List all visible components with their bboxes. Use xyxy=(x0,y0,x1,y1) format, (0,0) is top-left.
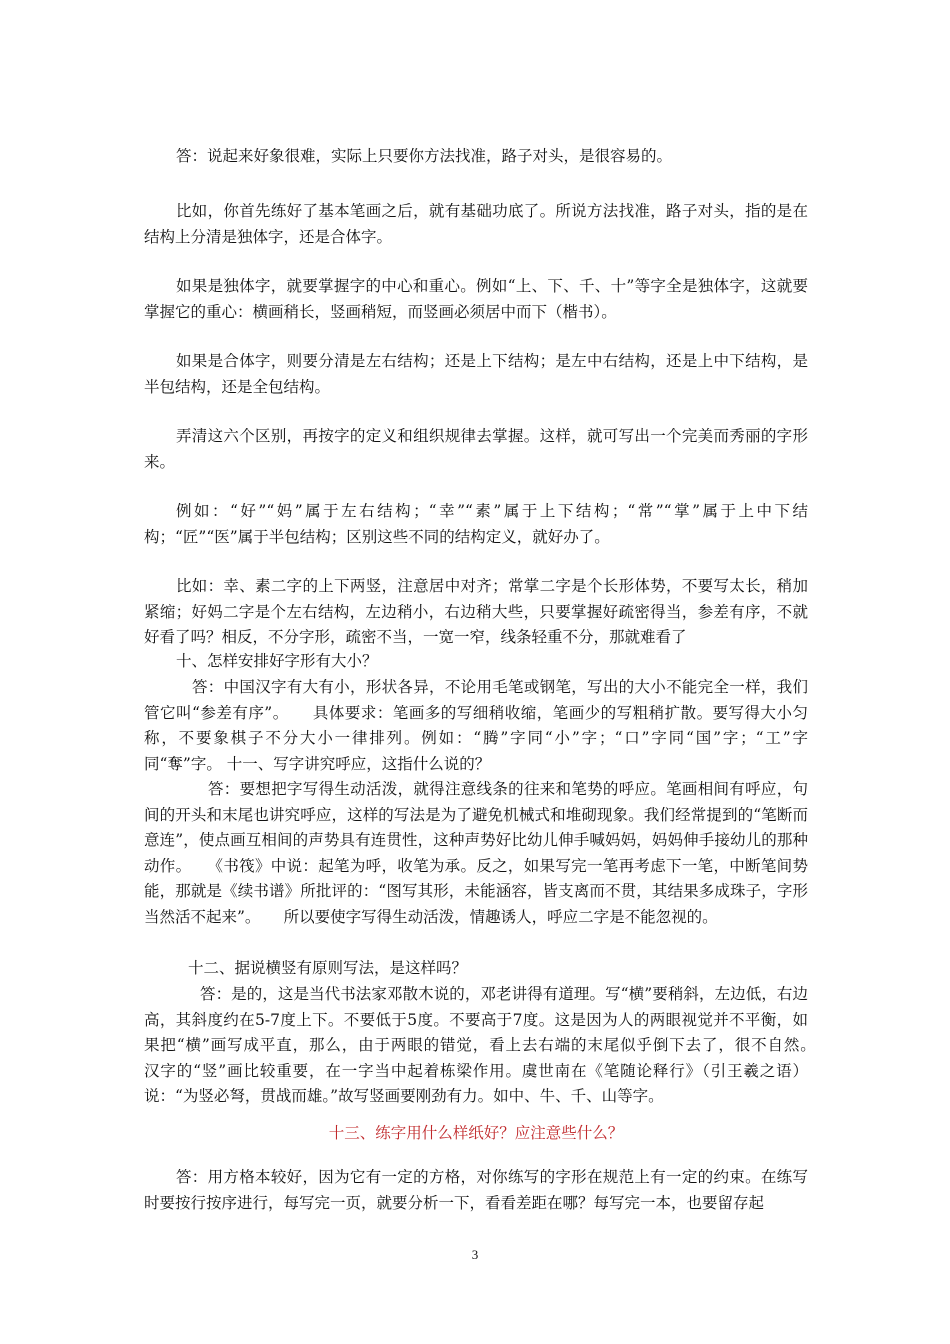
paragraph-structure-examples: 例如：“好”“妈”属于左右结构；“幸”“素”属于上下结构；“常”“掌”属于上中下结构；“匠”“医”属于半包结构；区别这些不同的结构定义，就好办了。 xyxy=(144,502,808,546)
heading-thirteen: 十三、练字用什么样纸好？应注意些什么？ xyxy=(328,1124,624,1142)
paragraph-compound-character: 如果是合体字，则要分清是左右结构；还是上下结构；是左中右结构，还是上中下结构，是半包结构，还是全包结构。 xyxy=(144,352,808,396)
page-number: 3 xyxy=(471,1247,479,1262)
answer-twelve: 答：是的，这是当代书法家邓散木说的，邓老讲得有道理。写“横”要稍斜，左边低，右边高，其斜度约在5-7度上下。不要低于5度。不要高于7度。这是因为人的两眼视觉并不平衡，如果把“横”画写成平直，那么，由于两眼的错觉，看上去右端的末尾似乎倒下去了，很不自然。 汉字的“竖”画比较重要，在一字当中起着栋梁作用。虞世南在《笔随论释行》（引王羲之语）说：“为竖必弩，贯战而雄。”故写竖画要刚劲有力。如中、牛、千、山等字。 xyxy=(144,985,840,1105)
answer-eleven: 答：要想把字写得生动活泼，就得注意线条的往来和笔势的呼应。笔画相间有呼应，句间的开头和末尾也讲究呼应，这样的写法是为了避免机械式和堆砌现象。我们经常提到的“笔断而意连”，使点画互相间的声势具有连贯性，这种声势好比幼儿伸手喊妈妈，妈妈伸手接幼儿的那种动作。 《书筏》中说：起笔为呼，收笔为承。反之，如果写完一笔再考虑下一笔，中断笔间势能，那就是《续书谱》所批评的：“图写其形，未能涵容，皆支离而不贯，其结果多成珠子，字形当然活不起来”。 所以要使字写得生动活泼，情趣诱人，呼应二字是不能忽视的。 xyxy=(144,780,808,926)
paragraph-grid-paper: 答：用方格本较好，因为它有一定的方格，对你练写的字形在规范上有一定的约束。在练写时要按行按序进行，每写完一页，就要分析一下，看看差距在哪？每写完一本，也要留存起 xyxy=(144,1168,808,1212)
paragraph-six-distinctions: 弄清这六个区别，再按字的定义和组织规律去掌握。这样，就可写出一个完美而秀丽的字形来。 xyxy=(144,427,808,471)
paragraph-layout-advice: 比如：幸、素二字的上下两竖，注意居中对齐；常掌二字是个长形体势，不要写太长，稍加紧缩；好妈二字是个左右结构，左边稍小，右边稍大些，只要掌握好疏密得当，参差有序，不就好看了吗？相反，不分字形，疏密不当，一宽一窄，线条轻重不分，那就难看了 xyxy=(144,577,808,646)
question-twelve: 十二、据说横竖有原则写法，是这样吗？ xyxy=(188,959,468,977)
answer-ten: 答：中国汉字有大有小，形状各异，不论用毛笔或钢笔，写出的大小不能完全一样，我们管它叫“参差有序”。 具体要求：笔画多的写细稍收缩，笔画少的写粗稍扩散。要写得大小匀称，不要象棋子不分大小一律排列。例如：“腾”字同“小”字；“口”字同“国”字；“工”字同“奪”字。 十一、写字讲究呼应，这指什么说的？ xyxy=(144,678,808,773)
question-ten: 十、怎样安排好字形有大小？ xyxy=(176,652,378,670)
paragraph-basic-strokes: 比如，你首先练好了基本笔画之后，就有基础功底了。所说方法找准，路子对头，指的是在结构上分清是独体字，还是合体字。 xyxy=(144,202,808,246)
paragraph-answer-intro: 答：说起来好象很难，实际上只要你方法找准，路子对头，是很容易的。 xyxy=(176,147,673,165)
paragraph-single-character: 如果是独体字，就要掌握字的中心和重心。例如“上、下、千、十”等字全是独体字，这就要掌握它的重心：横画稍长，竖画稍短，而竖画必须居中而下（楷书）。 xyxy=(144,277,808,321)
